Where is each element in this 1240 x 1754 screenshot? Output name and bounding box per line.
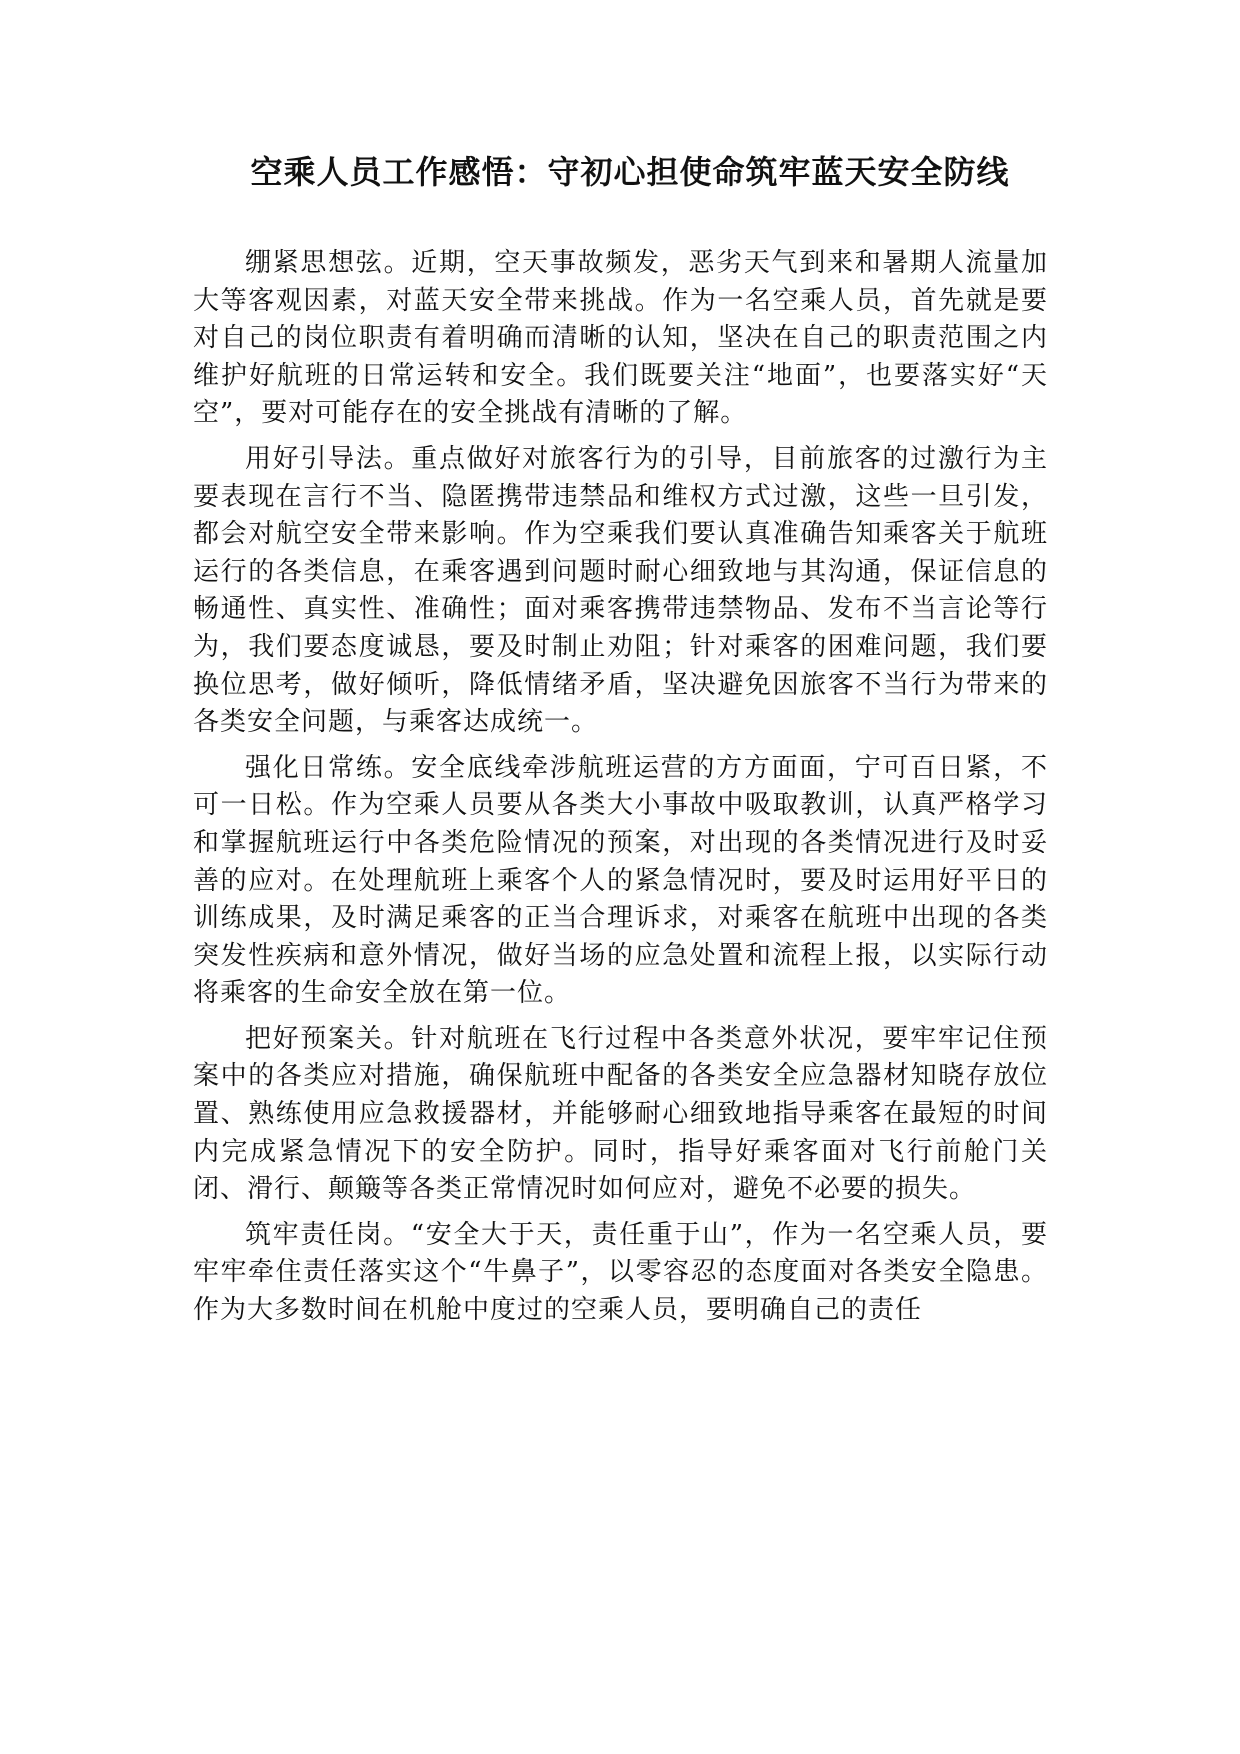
paragraph: 筑牢责任岗。“安全大于天，责任重于山”，作为一名空乘人员，要牢牢牵住责任落实这个“牛鼻子”，以零容忍的态度面对各类安全隐患。作为大多数时间在机舱中度过的空乘人员，要明确自己的责任 bbox=[193, 1219, 1048, 1326]
paragraph: 强化日常练。安全底线牵涉航班运营的方方面面，宁可百日紧，不可一日松。作为空乘人员要从各类大小事故中吸取教训，认真严格学习和掌握航班运行中各类危险情况的预案，对出现的各类情况进行及时妥善的应对。在处理航班上乘客个人的紧急情况时，要及时运用好平日的训练成果，及时满足乘客的正当合理诉求，对乘客在航班中出现的各类突发性疾病和意外情况，做好当场的应急处置和流程上报，以实际行动将乘客的生命安全放在第一位。 bbox=[193, 752, 1048, 1009]
paragraph: 绷紧思想弦。近期，空天事故频发，恶劣天气到来和暑期人流量加大等客观因素，对蓝天安全带来挑战。作为一名空乘人员，首先就是要对自己的岗位职责有着明确而清晰的认知，坚决在自己的职责范围之内维护好航班的日常运转和安全。我们既要关注“地面”，也要落实好“天空”，要对可能存在的安全挑战有清晰的了解。 bbox=[193, 248, 1048, 429]
paragraph: 用好引导法。重点做好对旅客行为的引导，目前旅客的过激行为主要表现在言行不当、隐匿携带违禁品和维权方式过激，这些一旦引发，都会对航空安全带来影响。作为空乘我们要认真准确告知乘客关于航班运行的各类信息，在乘客遇到问题时耐心细致地与其沟通，保证信息的畅通性、真实性、准确性；面对乘客携带违禁物品、发布不当言论等行为，我们要态度诚恳，要及时制止劝阻；针对乘客的困难问题，我们要换位思考，做好倾听，降低情绪矛盾，坚决避免因旅客不当行为带来的各类安全问题，与乘客达成统一。 bbox=[193, 443, 1048, 738]
document-title: 空乘人员工作感悟：守初心担使命筑牢蓝天安全防线 bbox=[250, 153, 1010, 191]
document-body bbox=[193, 245, 1048, 1338]
paragraph: 把好预案关。针对航班在飞行过程中各类意外状况，要牢牢记住预案中的各类应对措施，确保航班中配备的各类安全应急器材知晓存放位置、熟练使用应急救援器材，并能够耐心细致地指导乘客在最短的时间内完成紧急情况下的安全防护。同时，指导好乘客面对飞行前舱门关闭、滑行、颠簸等各类正常情况时如何应对，避免不必要的损失。 bbox=[193, 1023, 1048, 1205]
